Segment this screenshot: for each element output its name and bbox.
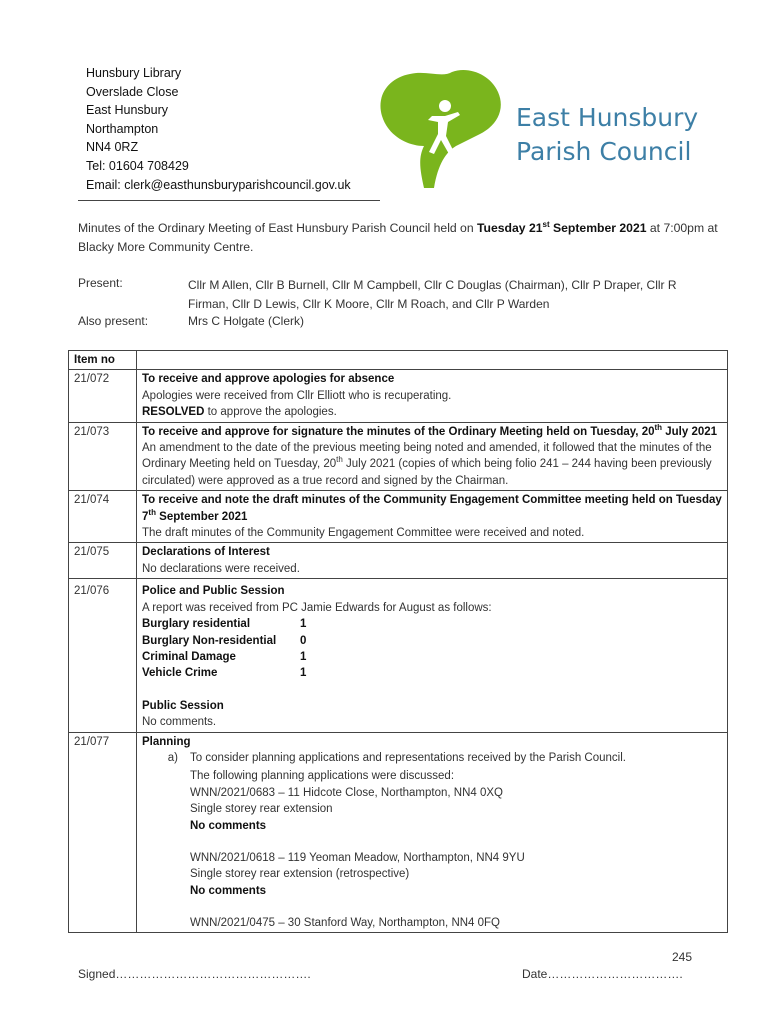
present-label: Present: [78, 276, 123, 290]
crime-stat: Vehicle Crime 1 [142, 667, 307, 680]
signature-line: Signed…………………………………………. [78, 967, 311, 981]
item-title: To receive and note the draft minutes of the Community Engagement Committee meeting held on Tuesday 7th September 2021 [142, 494, 722, 523]
planning-app-desc: Single storey rear extension (retrospective) [190, 868, 410, 881]
table-row [69, 732, 728, 932]
logo-text-line2: Parish Council [516, 137, 692, 166]
item-body: No declarations were received. [142, 562, 300, 575]
item-title: To receive and approve for signature the minutes of the Ordinary Meeting held on Tuesday, 20th July 2021 [142, 422, 718, 438]
crime-stat: Criminal Damage 1 [142, 650, 307, 663]
address-line: Northampton [86, 121, 159, 136]
meeting-intro: Minutes of the Ordinary Meeting of East Hunsbury Parish Council held on Tuesday 21st September 2021 at 7:00pm at Blacky More Community Centre. [78, 219, 718, 254]
item-number: 21/072 [69, 370, 137, 422]
crime-stat: Burglary Non-residential 0 [142, 634, 307, 647]
table-row [69, 579, 728, 732]
address-line: Overslade Close [86, 84, 179, 99]
planning-intro: The following planning applications were discussed: [190, 770, 455, 783]
date-line: Date……………………………. [522, 967, 683, 981]
present-list: Cllr M Allen, Cllr B Burnell, Cllr M Campbell, Cllr C Douglas (Chairman), Cllr P Draper, Cllr R Firman, Cllr D Lewis, Cllr K Moore, Cllr M Roach, and Cllr P Warden [188, 278, 677, 311]
planning-subitem: a) To consider planning applications and representations received by the Parish Council. [167, 751, 626, 764]
table-row [69, 422, 728, 491]
item-number: 21/073 [69, 422, 137, 491]
item-body: A report was received from PC Jamie Edwards for August as follows: [142, 601, 492, 614]
planning-app-ref: WNN/2021/0618 – 119 Yeoman Meadow, Northampton, NN4 9YU [190, 851, 525, 864]
page-number: 245 [672, 950, 693, 964]
minutes-table [68, 350, 728, 933]
crime-stat: Burglary residential 1 [142, 618, 307, 631]
logo-text-line1: East Hunsbury [516, 103, 699, 132]
tree-logo-icon [372, 66, 522, 196]
item-resolution: RESOLVED to approve the apologies. [142, 406, 337, 419]
item-body: An amendment to the date of the previous meeting being noted and amended, it followed that the minutes of the Ordinary Meeting held on Tuesday, 20th July 2021 (copies of which being folio 241 – 244 having been previously circulated) were approved as a true record and signed by the Chairman. [142, 442, 712, 487]
planning-app-outcome: No comments [190, 819, 267, 832]
public-session-body: No comments. [142, 716, 217, 729]
item-body: Apologies were received from Cllr Elliott who is recuperating. [142, 389, 452, 402]
item-number: 21/076 [69, 579, 137, 732]
table-row [69, 491, 728, 543]
item-no-header: Item no [69, 351, 137, 370]
also-present-list: Mrs C Holgate (Clerk) [188, 314, 305, 328]
address-email: Email: clerk@easthunsburyparishcouncil.gov.uk [86, 177, 351, 192]
table-header-row [69, 351, 728, 370]
address-line: Hunsbury Library [86, 66, 182, 80]
item-title: Declarations of Interest [142, 546, 270, 559]
item-number: 21/075 [69, 543, 137, 579]
address-line: NN4 0RZ [86, 140, 139, 155]
item-title: Planning [142, 735, 191, 748]
address-block [86, 64, 351, 194]
item-body: The draft minutes of the Community Engagement Committee were received and noted. [142, 527, 585, 540]
planning-app-ref: WNN/2021/0683 – 11 Hidcote Close, Northampton, NN4 0XQ [190, 786, 503, 799]
table-row [69, 543, 728, 579]
item-number: 21/074 [69, 491, 137, 543]
planning-app-ref: WNN/2021/0475 – 30 Stanford Way, Northampton, NN4 0FQ [190, 917, 501, 930]
address-divider [78, 200, 380, 201]
planning-app-outcome: No comments [190, 884, 267, 897]
planning-app-desc: Single storey rear extension [190, 803, 333, 816]
also-present-label: Also present: [78, 314, 149, 328]
parish-council-logo [372, 66, 699, 196]
item-title: To receive and approve apologies for absence [142, 373, 395, 386]
meeting-date: Tuesday 21st September 2021 [477, 219, 647, 235]
item-title: Police and Public Session [142, 585, 285, 598]
address-telephone: Tel: 01604 708429 [86, 158, 189, 173]
public-session-title: Public Session [142, 699, 224, 712]
address-line: East Hunsbury [86, 103, 168, 118]
table-row [69, 370, 728, 422]
item-number: 21/077 [69, 732, 137, 932]
